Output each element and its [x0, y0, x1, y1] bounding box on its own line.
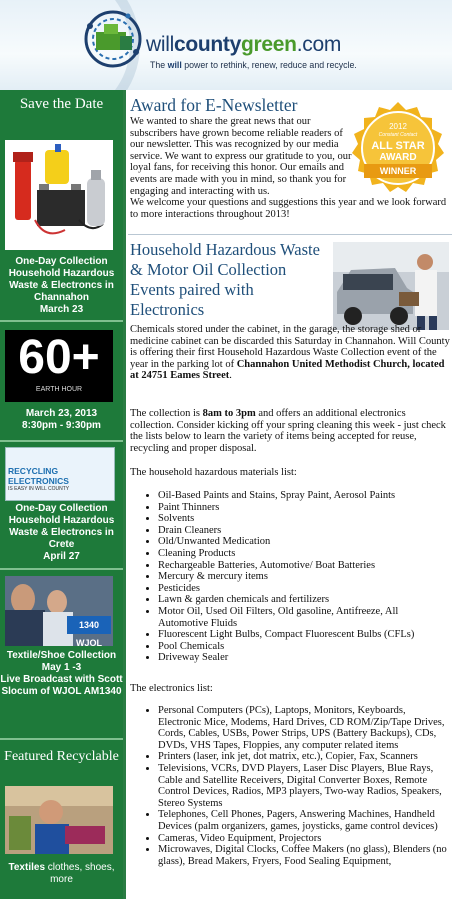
list-item: • Motor Oil, Used Oil Filters, Old gasoline, Antifreeze, All Automotive Fluids: [158, 606, 450, 629]
list-item: • Telephones, Cell Phones, Pagers, Answering Machines, Handheld Devices (palm organizers, games, joysticks, game control devices): [158, 809, 450, 832]
textiles-image[interactable]: [5, 786, 113, 854]
hazardous-paragraph-1: [130, 324, 450, 382]
list-item: • Driveway Sealer: [158, 652, 450, 664]
list-item: • Printers (laser, ink jet, dot matrix, etc.), Copier, Fax, Scanners: [158, 751, 450, 763]
hazardous-p2-start: The collection is: [130, 408, 203, 419]
event-earth-hour-date: March 23, 2013: [25, 408, 98, 419]
event-textile-broadcast: Live Broadcast with Scott Slocum of WJOL AM1340: [0, 674, 123, 697]
event-crete-date: April 27: [43, 551, 80, 562]
wjol-broadcast-image[interactable]: [5, 576, 113, 646]
award-paragraph-1: We wanted to share the great news that our subscribers have grown become reliable readers of our newsletter. This was recognized by our media service. We want to express our gratitude to you, our loyal fans, for receiving this honor. Our emails and events are made with you in mind, so thank you for engaging and interacting with us.: [130, 116, 352, 197]
site-logo-text[interactable]: [146, 33, 341, 57]
event-textile-date: May 1 -3: [41, 662, 82, 673]
event-crete[interactable]: [0, 503, 123, 563]
list-item: • Microwaves, Digital Clocks, Coffee Makers (no glass), Blenders (no glass), Bread Makers, Fryers, Food Sealing Equipment,: [158, 844, 450, 867]
list-item: • Drain Cleaners: [158, 525, 450, 537]
logo-word-green: green: [241, 33, 297, 56]
hazardous-heading: Household Hazardous Waste & Motor Oil Collection Events paired with Electronics: [130, 240, 320, 319]
hazardous-p2-text: and offers an additional electronics collection. Consider kicking off your spring cleaning this week - just check the lists below to learn the variety of items being accepted for reuse, recycling and proper disposal.: [130, 408, 446, 454]
electronics-list: [130, 705, 450, 867]
event-channahon[interactable]: [0, 256, 123, 316]
logo-word-county: county: [173, 33, 242, 56]
tagline-post: power to rethink, renew, reduce and recycle.: [181, 60, 357, 70]
main-content: [123, 90, 452, 899]
list-item: • Televisions, VCRs, DVD Players, Laser Disc Players, Blue Rays, Cable and Satellite Receivers, Digital Converter Boxes, Remote Control Devices, Radios, MP3 players, Two-way Radios, Speakers, Stereo Systems: [158, 763, 450, 809]
collection-event-photo[interactable]: [333, 242, 449, 330]
earth-hour-label: EARTH HOUR: [35, 386, 83, 393]
list-item: • Solvents: [158, 513, 450, 525]
save-the-date-heading: Save the Date: [19, 96, 104, 112]
wjol-logo: 1340 WJOL: [67, 616, 111, 634]
sidebar-divider: [0, 568, 123, 570]
featured-textiles-bold: Textiles: [8, 862, 45, 873]
sidebar-divider: [0, 320, 123, 322]
recycling-electronics-sub: IS EASY IN WILL COUNTY: [8, 486, 70, 492]
sidebar-divider: [0, 738, 123, 740]
logo-suffix: .com: [296, 33, 342, 56]
event-channahon-date: March 23: [39, 304, 84, 315]
hazardous-waste-image[interactable]: [5, 140, 113, 250]
event-crete-title: One-Day Collection Household Hazardous Waste & Electroncs in Crete: [8, 503, 115, 550]
sidebar-divider: [0, 440, 123, 442]
event-textile-title: Textile/Shoe Collection: [6, 650, 117, 661]
willcountygreen-logo-icon[interactable]: [82, 8, 144, 70]
recycling-electronics-image[interactable]: [5, 447, 115, 501]
award-paragraph-2: We welcome your questions and suggestions this year and we look forward to more interactions throughout 2013!: [130, 197, 447, 220]
list-item: • Personal Computers (PCs), Laptops, Monitors, Keyboards, Electronic Mice, Modems, Hard Drives, CD ROM/Zip/Tape Drives, Cords, Cables, USBs, Power Strips, UPS (Battery Backups), CDs, DVDs, VHS Tapes, Floppies, any computer related items: [158, 705, 450, 751]
featured-recyclable-heading: Featured Recyclable: [4, 749, 119, 764]
electronics-list-intro: The electronics list:: [130, 683, 213, 694]
hazardous-list-intro: The household hazardous materials list:: [130, 467, 297, 478]
section-divider: [128, 234, 452, 235]
list-item: • Old/Unwanted Medication: [158, 536, 450, 548]
header-banner: [0, 0, 452, 90]
list-item: • Cameras, Video Equipment, Projectors: [158, 833, 450, 845]
tagline-bold: will: [167, 60, 182, 70]
list-item: • Cleaning Products: [158, 548, 450, 560]
badge-all-star: ALL STAR: [371, 140, 425, 152]
badge-year: 2012: [389, 122, 407, 131]
list-item: • Pesticides: [158, 583, 450, 595]
badge-brand: Constant Contact: [378, 132, 418, 138]
sidebar: [0, 90, 123, 899]
list-item: • Pool Chemicals: [158, 641, 450, 653]
event-channahon-title: One-Day Collection Household Hazardous Waste & Electroncs in Channahon: [8, 256, 115, 303]
award-heading: Award for E-Newsletter: [130, 95, 298, 115]
hazardous-p1-end: .: [229, 370, 232, 382]
hazardous-p1-text: Chemicals stored under the cabinet, in the garage, the storage shed or medicine cabinet can be discarded this Saturday in Channahon. Will County is offering their first Household Hazardous Waste Collection event of the year in the parking lot of: [130, 324, 450, 370]
recycling-electronics-label: RECYCLING ELECTRONICS: [8, 466, 69, 486]
hazardous-paragraph-2: [130, 408, 450, 454]
list-item: • Fluorescent Light Bulbs, Compact Fluorescent Bulbs (CFLs): [158, 629, 450, 641]
event-earth-hour-time: 8:30pm - 9:30pm: [22, 420, 101, 431]
event-location: Channahon United Methodist Church, located at 24751 Eames Street: [130, 358, 445, 382]
hazardous-materials-list: [130, 490, 450, 664]
earth-hour-60-logo: 60+: [18, 331, 100, 384]
list-item: • Mercury & mercury items: [158, 571, 450, 583]
event-hours: 8am to 3pm: [202, 408, 256, 419]
featured-textiles-rest: clothes, shoes, more: [45, 862, 115, 885]
logo-word-will: will: [146, 33, 174, 56]
list-item: • Lawn & garden chemicals and fertilizers: [158, 594, 450, 606]
list-item: • Paint Thinners: [158, 502, 450, 514]
badge-winner: WINNER: [379, 166, 417, 176]
event-earth-hour[interactable]: [0, 408, 123, 432]
site-tagline: [150, 60, 357, 70]
list-item: • Oil-Based Paints and Stains, Spray Paint, Aerosol Paints: [158, 490, 450, 502]
tagline-pre: The: [150, 60, 168, 70]
all-star-award-badge[interactable]: [350, 100, 446, 196]
featured-textiles-caption[interactable]: [0, 862, 123, 886]
earth-hour-image[interactable]: [5, 330, 113, 402]
list-item: • Rechargeable Batteries, Automotive/ Boat Batteries: [158, 560, 450, 572]
badge-award: AWARD: [379, 152, 417, 163]
event-textile[interactable]: [0, 650, 123, 698]
